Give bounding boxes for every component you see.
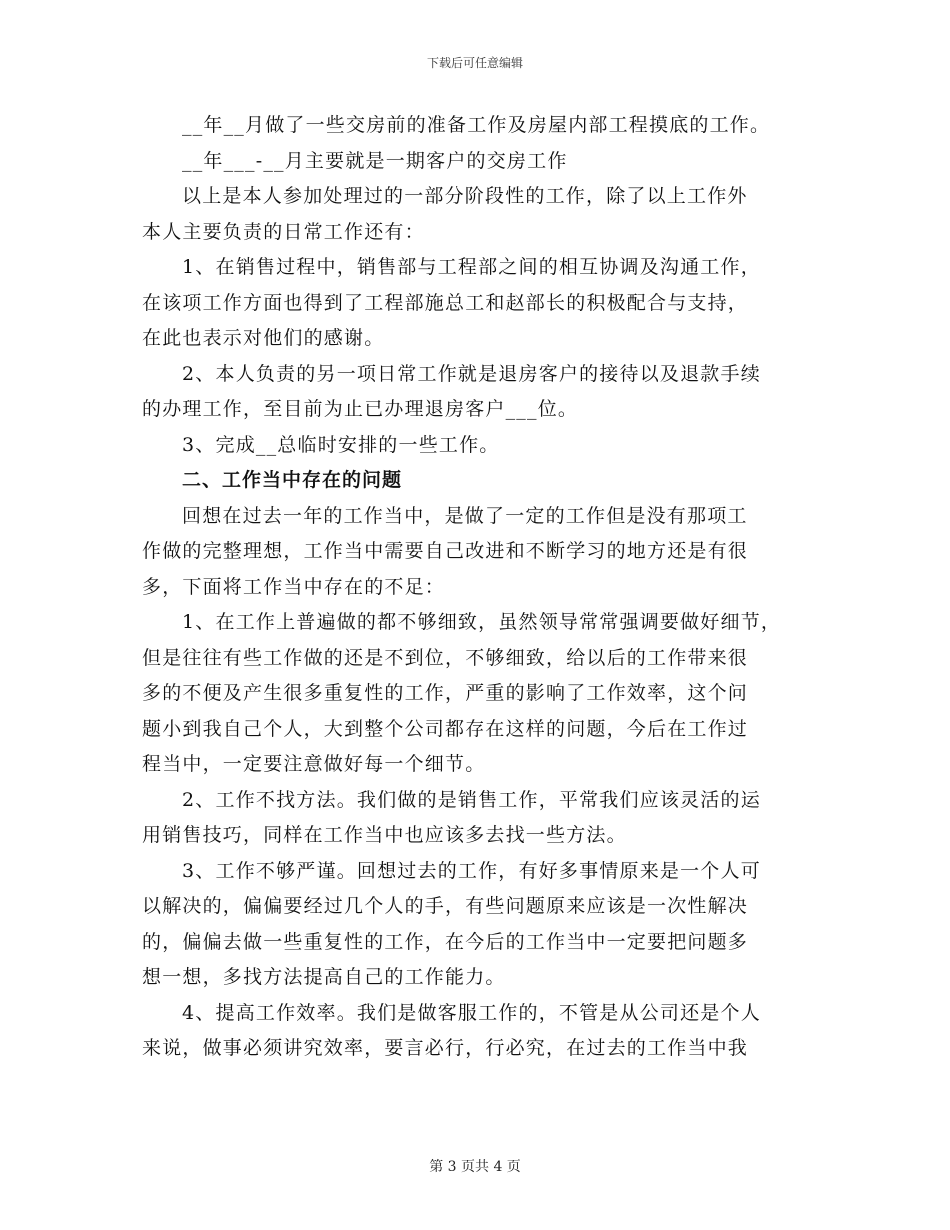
- text-line: 想一想，多找方法提高自己的工作能力。: [142, 966, 506, 988]
- text-line: 以上是本人参加处理过的一部分阶段性的工作，除了以上工作外: [182, 185, 748, 207]
- text-line: 作做的完整理想，工作当中需要自己改进和不断学习的地方还是有很: [142, 540, 749, 562]
- text-line: __年___-__月主要就是一期客户的交房工作: [182, 149, 568, 172]
- text-line: 在该项工作方面也得到了工程部施总工和赵部长的积极配合与支持，: [142, 291, 749, 314]
- text-line: 3、完成__总临时安排的一些工作。: [182, 433, 500, 456]
- text-line: 的办理工作，至目前为止已办理退房客户___位。: [142, 398, 579, 420]
- text-line: 回想在过去一年的工作当中，是做了一定的工作但是没有那项工: [182, 504, 748, 527]
- page-footer: 第 3 页共 4 页: [429, 1159, 521, 1175]
- text-line: 3、工作不够严谨。回想过去的工作，有好多事情原来是一个人可: [182, 859, 761, 882]
- text-line: 在此也表示对他们的感谢。: [142, 327, 385, 349]
- text-line: 1、在销售过程中，销售部与工程部之间的相互协调及沟通工作，: [182, 256, 761, 278]
- text-line: __年__月做了一些交房前的准备工作及房屋内部工程摸底的工作。: [182, 114, 771, 136]
- text-line: 多的不便及产生很多重复性的工作，严重的影响了工作效率，这个问: [142, 682, 749, 704]
- text-line: 2、本人负责的另一项日常工作就是退房客户的接待以及退款手续: [182, 362, 761, 385]
- text-line: 多，下面将工作当中存在的不足：: [142, 575, 446, 598]
- text-line: 来说，做事必须讲究效率，要言必行，行必究，在过去的工作当中我: [142, 1037, 749, 1059]
- text-line: 1、在工作上普遍做的都不够细致，虽然领导常常强调要做好细节，: [182, 611, 782, 633]
- text-line: 以解决的，偏偏要经过几个人的手，有些问题原来应该是一次性解决: [142, 895, 749, 917]
- text-line: 的，偏偏去做一些重复性的工作，在今后的工作当中一定要把问题多: [142, 930, 749, 953]
- text-line: 本人主要负责的日常工作还有：: [142, 220, 425, 243]
- text-line: 2、工作不找方法。我们做的是销售工作，平常我们应该灵活的运: [182, 788, 761, 811]
- text-line: 题小到我自己个人，大到整个公司都存在这样的问题，今后在工作过: [142, 717, 749, 740]
- document-body: [142, 108, 822, 1067]
- text-line: 4、提高工作效率。我们是做客服工作的，不管是从公司还是个人: [182, 1001, 761, 1024]
- section-heading: 二、工作当中存在的问题: [182, 469, 403, 491]
- text-line: 程当中，一定要注意做好每一个细节。: [142, 753, 486, 775]
- text-line: 但是往往有些工作做的还是不到位，不够细致，给以后的工作带来很: [142, 646, 749, 669]
- page-header: 下载后可任意编辑: [426, 56, 523, 70]
- text-line: 用销售技巧，同样在工作当中也应该多去找一些方法。: [142, 824, 627, 846]
